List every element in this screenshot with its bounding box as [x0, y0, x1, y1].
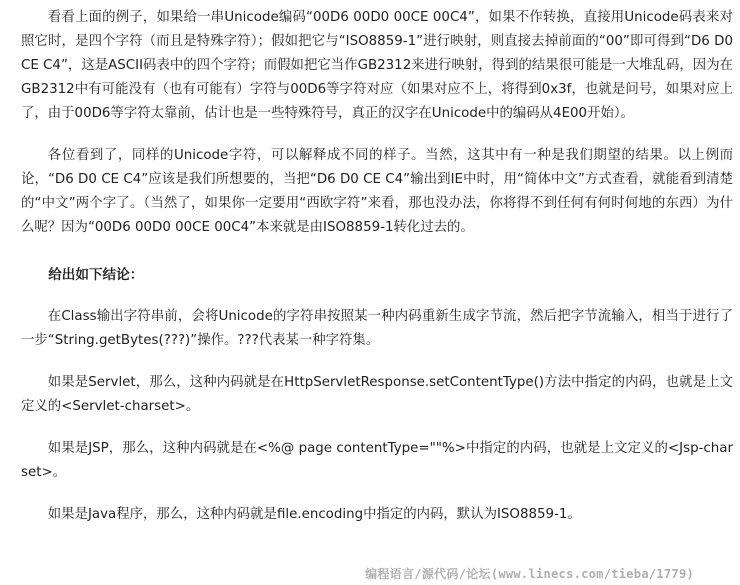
site-watermark: 编程语言/源代码/论坛(www.linecs.com/tieba/1779) — [365, 567, 694, 581]
conclusion-heading: 给出如下结论： — [48, 267, 144, 283]
paragraph-unicode-interpretation: 各位看到了，同样的Unicode字符，可以解释成不同的样子。当然，这其中有一种是我们期望的结果。以上例而论，“D6 D0 CE C4”应该是我们所想要的，当把“D6 D0 CE C4”输出到IE中时，用“简体中文”方式查看，就能看到清楚的“中文”两个字了。（当然了，如果你一定要用“西欧字符”来看，那也没办法，你将得不到任何有何时何地的东西）为什么呢？因为“00D6 00D0 00CE 00C4”本来就是由ISO8859-1转化过去的。 — [21, 148, 733, 235]
conclusion-servlet: 如果是Servlet，那么，这种内码就是在HttpServletResponse.setContentType()方法中指定的内码，也就是上文定义的<Servlet-charset>。 — [21, 375, 733, 414]
conclusion-jsp: 如果是JSP，那么，这种内码就是在<%@ page contentType=""%>中指定的内码，也就是上文定义的<Jsp-charset>。 — [21, 441, 733, 480]
conclusion-class-output: 在Class输出字符串前，会将Unicode的字符串按照某一种内码重新生成字节流，然后把字节流输入，相当于进行了一步“String.getBytes(???)”操作。???代表某一种字符集。 — [21, 309, 733, 348]
paragraph-example-explanation: 看看上面的例子，如果给一串Unicode编码“00D6 00D0 00CE 00C4”，如果不作转换，直接用Unicode码表来对照它时，是四个字符（而且是特殊字符）；假如把它与“ISO8859-1”进行映射，则直接去掉前面的“00”即可得到“D6 D0 CE C4”，这是ASCII码表中的四个字符；而假如把它当作GB2312来进行映射，得到的结果很可能是一大堆乱码，因为在GB2312中有可能没有（也有可能有）字符与00D6等字符对应（如果对应不上，将得到0x3f，也就是问号，如果对应上了，由于00D6等字符太靠前，估计也是一些特殊符号，真正的汉字在Unicode中的编码从4E00开始）。 — [21, 10, 733, 121]
conclusion-java-program: 如果是Java程序，那么，这种内码就是file.encoding中指定的内码，默认为ISO8859-1。 — [47, 507, 581, 522]
article-body — [21, 0, 733, 527]
